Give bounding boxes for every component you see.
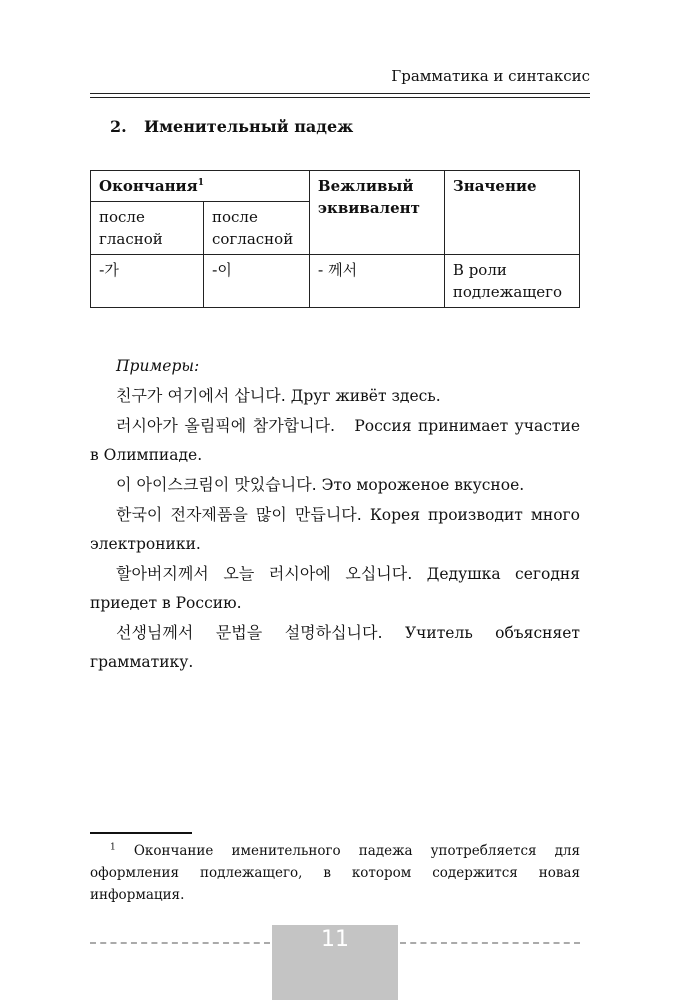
example-item bbox=[90, 618, 580, 677]
header-rule-double bbox=[90, 97, 590, 98]
ending-after-consonant: -이 bbox=[204, 255, 310, 308]
header-rule bbox=[90, 93, 590, 94]
table-row bbox=[91, 255, 580, 308]
examples-block bbox=[90, 352, 580, 677]
example-russian: Учитель объясняет грамматику. bbox=[90, 624, 580, 671]
example-item bbox=[90, 411, 580, 470]
footer-dashed-rule-right bbox=[400, 942, 580, 944]
header-polite: Вежливый эквивалент bbox=[309, 171, 444, 255]
polite-ending: - 께서 bbox=[309, 255, 444, 308]
footnote-ref: 1 bbox=[197, 178, 205, 188]
example-item bbox=[90, 559, 580, 618]
section-title-text: Именительный падеж bbox=[144, 117, 354, 136]
footnote-separator bbox=[90, 832, 192, 834]
section-title bbox=[110, 117, 353, 136]
footnote-text: Окончание именительного падежа употребляется для оформления подлежащего, в котором содержится новая информация. bbox=[90, 843, 581, 903]
endings-table bbox=[90, 170, 580, 308]
example-item bbox=[90, 500, 580, 559]
page-number: 11 bbox=[272, 925, 398, 1000]
example-korean: 러시아가 올림픽에 참가합니다. bbox=[116, 416, 336, 435]
example-russian: Корея производит много электроники. bbox=[90, 506, 580, 553]
footnote-mark: 1 bbox=[110, 842, 116, 853]
ending-after-vowel: -가 bbox=[91, 255, 204, 308]
examples-label: Примеры: bbox=[116, 357, 200, 375]
subheader-after-consonant: после согласной bbox=[204, 202, 310, 255]
footnote bbox=[90, 840, 580, 906]
ending-meaning: В роли подлежащего bbox=[444, 255, 579, 308]
example-korean: 할아버지께서 오늘 러시아에 오십니다. bbox=[116, 564, 413, 583]
example-korean: 선생님께서 문법을 설명하십니다. bbox=[116, 623, 383, 642]
example-russian: Это мороженое вкусное. bbox=[321, 476, 525, 494]
subheader-after-vowel: после гласной bbox=[91, 202, 204, 255]
running-head: Грамматика и синтаксис bbox=[391, 67, 590, 85]
example-russian: Дедушка сегодня приедет в Россию. bbox=[90, 565, 580, 612]
example-korean: 친구가 여기에서 삽니다. bbox=[116, 386, 286, 405]
header-meaning: Значение bbox=[444, 171, 579, 255]
section-number: 2. bbox=[110, 117, 127, 136]
example-russian: Россия принимает участие в Олимпиаде. bbox=[90, 417, 580, 464]
header-endings: Окончания$^1$ bbox=[91, 171, 310, 202]
example-korean: 이 아이스크림이 맛있습니다. bbox=[116, 475, 317, 494]
footer-dashed-rule-left bbox=[90, 942, 270, 944]
example-item bbox=[90, 470, 580, 500]
example-korean: 한국이 전자제품을 많이 만듭니다. bbox=[116, 505, 362, 524]
example-russian: Друг живёт здесь. bbox=[290, 387, 441, 405]
example-item bbox=[90, 381, 580, 411]
